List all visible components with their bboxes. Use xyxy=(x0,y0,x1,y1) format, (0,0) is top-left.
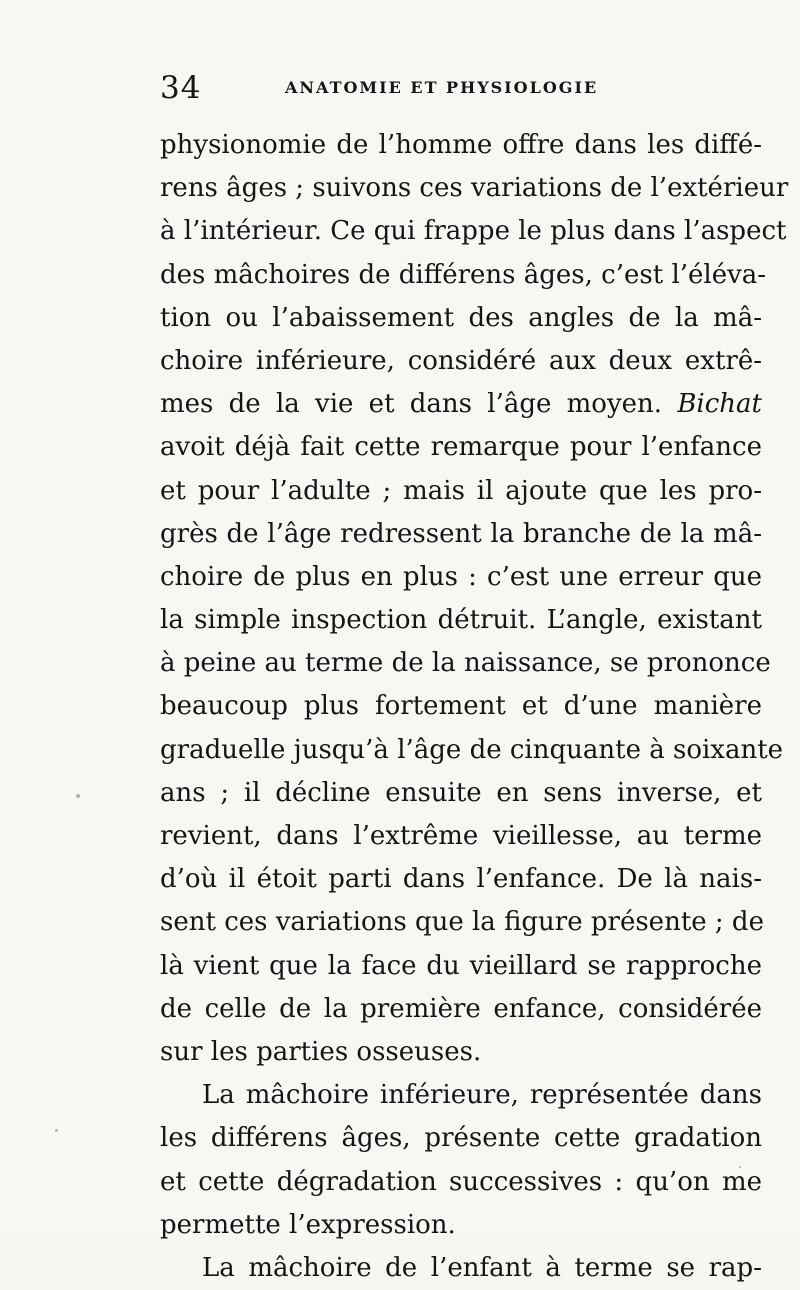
text-line: rens âges ; suivons ces variations de l’extérieur xyxy=(160,173,789,204)
paper-speck xyxy=(739,1166,741,1168)
paper-speck xyxy=(76,794,80,798)
page-number: 34 xyxy=(160,70,202,106)
text-line: ans ; il décline ensuite en sens inverse, et xyxy=(160,777,762,808)
text-line: des mâchoires de différens âges, c’est l’éléva- xyxy=(160,259,767,290)
text-line: beaucoup plus fortement et d’une manière xyxy=(160,691,762,722)
running-title: ANATOMIE ET PHYSIOLOGIE xyxy=(285,78,599,97)
text-line: tion ou l’abaissement des angles de la mâ- xyxy=(160,302,762,333)
text-line: sur les parties osseuses. xyxy=(160,1036,482,1067)
text-line: choire inférieure, considéré aux deux extrê- xyxy=(160,345,762,376)
body-text xyxy=(160,124,789,1290)
text-line: et cette dégradation successives : qu’on me xyxy=(160,1166,762,1197)
text-line: les différens âges, présente cette gradation xyxy=(160,1123,762,1154)
text-line: à peine au terme de la naissance, se prononce xyxy=(160,648,771,679)
text-line: la simple inspection détruit. L’angle, existant xyxy=(160,605,762,636)
text-line: revient, dans l’extrême vieillesse, au terme xyxy=(160,821,762,851)
text-line: physionomie de l’homme offre dans les diffé- xyxy=(160,130,762,160)
text-line: d’où il étoit parti dans l’enfance. De là nais- xyxy=(160,864,762,895)
paper-speck xyxy=(55,1129,58,1132)
text-line: choire de plus en plus : c’est une erreur que xyxy=(160,561,762,592)
text-line: sent ces variations que la figure présente ; de xyxy=(160,907,764,938)
text-line: de celle de la première enfance, considérée xyxy=(160,993,762,1024)
paragraph-start-line: La mâchoire inférieure, représentée dans xyxy=(202,1080,762,1111)
text-line: grès de l’âge redressent la branche de la mâ- xyxy=(160,518,762,549)
italic-author-name: Bichat xyxy=(677,389,762,420)
text-line-with-name xyxy=(160,383,762,426)
text-line: permette l’expression. xyxy=(160,1209,456,1240)
page-header xyxy=(160,68,760,108)
text-line: graduelle jusqu’à l’âge de cinquante à soixante xyxy=(160,734,784,765)
text-line-segment: mes de la vie et dans l’âge moyen. xyxy=(160,389,663,420)
text-line: avoit déjà fait cette remarque pour l’enfance xyxy=(160,432,762,463)
text-line: et pour l’adulte ; mais il ajoute que les pro- xyxy=(160,475,762,506)
text-line: à l’intérieur. Ce qui frappe le plus dans l’aspect xyxy=(160,216,787,247)
paragraph-start-line: La mâchoire de l’enfant à terme se rap- xyxy=(202,1252,762,1283)
text-line: là vient que la face du vieillard se rapproche xyxy=(160,950,762,981)
